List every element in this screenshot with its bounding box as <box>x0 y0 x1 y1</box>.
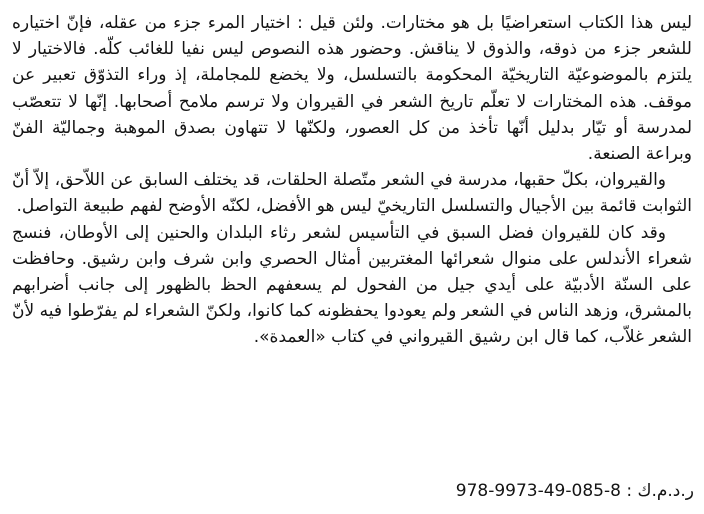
paragraph-2: والقيروان، بكلّ حقبها، مدرسة في الشعر متّصلة الحلقات، قد يختلف السابق عن اللاّحق، إلاّ أنّ الثوابت قائمة بين الأجيال والتسلسل التاريخيّ ليس هو الأفضل، لكنّه الأوضح لفهم طبيعة التواصل. <box>12 170 692 217</box>
paragraph-1: ليس هذا الكتاب استعراضيًا بل هو مختارات. ولئن قيل : اختيار المرء جزء من عقله، فإنّ اختياره للشعر جزء من ذوقه، والذوق لا يناقش. وحضور هذه النصوص ليس نفيا للغائب كلّه. فالاختيار لا يلتزم بالموضوعيّة التاريخيّة المحكومة بالتسلسل، ولا يخضع للمجاملة، إذ وراء التذوّق تعبير عن موقف. هذه المختارات لا تعلّم تاريخ الشعر في القيروان ولا ترسم ملامح أصحابها. إنّها لا تتعصّب لمدرسة أو تيّار بدليل أنّها تأخذ من كل العصور، ولكنّها لا تتهاون بصدق الموهبة وجماليّة الفنّ وبراعة الصنعة. <box>12 13 692 165</box>
body-text <box>12 10 692 351</box>
isbn-line <box>410 480 694 502</box>
paragraph-3: وقد كان للقيروان فضل السبق في التأسيس لشعر رثاء البلدان والحنين إلى الأوطان، فنسج شعراء الأندلس على منوال شعرائها المغتربين أمثال الحصري وابن شرف وابن رشيق. وحافظت على السنّة الأدبيّة على أيدي جيل من الفحول لم يسعفهم الحظ بالظهور إلى جانب أضرابهم بالمشرق، وزهد الناس في الشعر ولم يعودوا يحفظونه كما كانوا، ولكنّ الشعراء لم يفرّطوا فيه لأنّ الشعر غلاّب، كما قال ابن رشيق القيرواني في كتاب «العمدة». <box>12 222 692 348</box>
isbn-label: ر.د.م.ك : <box>626 481 694 501</box>
isbn-number: 978-9973-49-085-8 <box>455 481 621 501</box>
